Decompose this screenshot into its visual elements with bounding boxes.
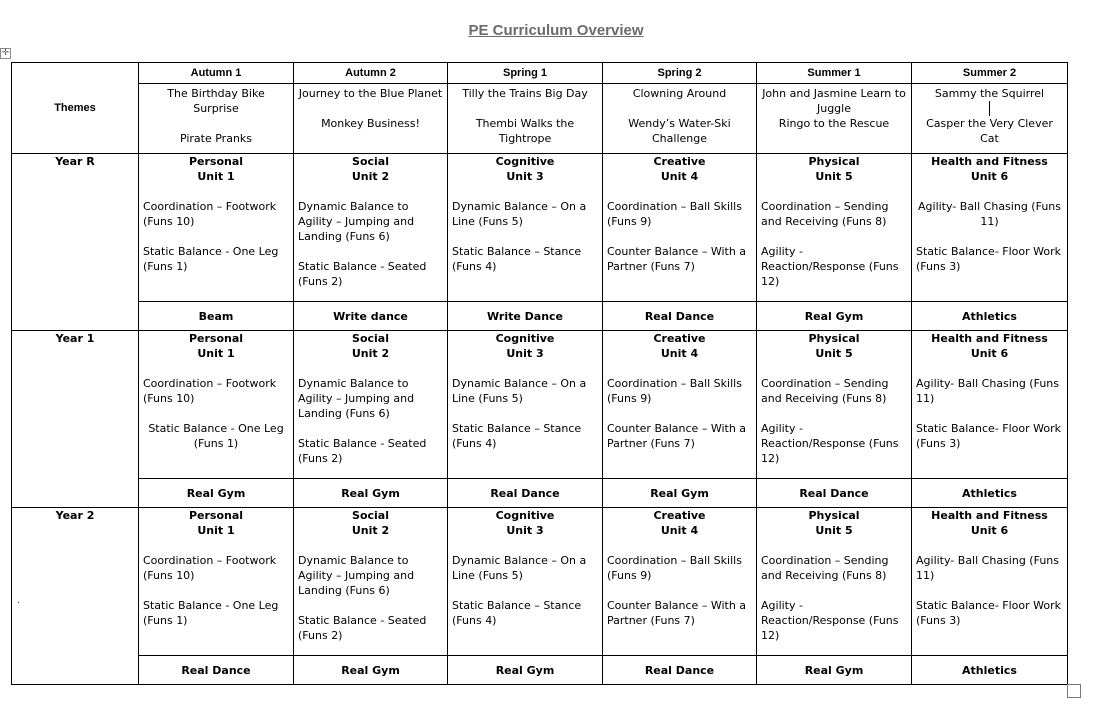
skill-text: Static Balance – Stance (Funs 4): [452, 245, 582, 273]
unit-name: Social: [352, 332, 389, 345]
unit-name: Physical: [808, 155, 860, 168]
unit-name: Personal: [188, 155, 244, 168]
skill-text: Static Balance - One Leg (Funs 1): [148, 422, 284, 450]
unit-number: Unit 4: [660, 347, 699, 360]
skill-text: Static Balance - One Leg (Funs 1): [143, 245, 279, 273]
unit-cell: [294, 508, 448, 656]
skill-text: Dynamic Balance – On a Line (Funs 5): [452, 554, 587, 582]
year-activities-row: [12, 656, 1068, 685]
skill-text: Static Balance - Seated (Funs 2): [298, 260, 427, 288]
skill-text: Agility- Ball Chasing (Funs 11): [918, 200, 1061, 228]
theme-name: Monkey Business!: [321, 117, 420, 130]
themes-label: Themes: [12, 63, 139, 154]
themes-row: [12, 84, 1068, 154]
table-move-handle-icon[interactable]: ✛: [1, 48, 10, 58]
theme-cell: [294, 84, 448, 154]
unit-number: Unit 5: [815, 170, 853, 183]
skill-text: Agility - Reaction/Response (Funs 12): [761, 599, 899, 642]
unit-cell: [139, 331, 294, 479]
activity-cell: Real Gym: [757, 656, 912, 685]
stray-mark: .: [17, 596, 20, 606]
unit-name: Cognitive: [495, 509, 555, 522]
theme-name: Pirate Pranks: [179, 132, 253, 145]
skill-text: Static Balance - One Leg (Funs 1): [143, 599, 279, 627]
unit-number: Unit 1: [197, 347, 235, 360]
term-header: Summer 1: [757, 63, 912, 84]
year-activities-row: [12, 302, 1068, 331]
year-units-row: [12, 154, 1068, 302]
year-units-row: [12, 331, 1068, 479]
activity-cell: Real Dance: [757, 479, 912, 508]
unit-number: Unit 4: [660, 524, 699, 537]
skill-text: Coordination – Ball Skills (Funs 9): [607, 554, 742, 582]
activity-cell: Real Dance: [139, 656, 294, 685]
unit-name: Health and Fitness: [931, 509, 1048, 522]
skill-text: Agility - Reaction/Response (Funs 12): [761, 422, 899, 465]
unit-name: Cognitive: [495, 332, 555, 345]
skill-text: Static Balance - Seated (Funs 2): [298, 437, 427, 465]
unit-name: Health and Fitness: [931, 155, 1048, 168]
term-header-row: [12, 63, 1068, 84]
activity-cell: Real Gym: [448, 656, 603, 685]
activity-cell: Athletics: [912, 302, 1068, 331]
page-title: PE Curriculum Overview: [468, 22, 644, 39]
unit-name: Physical: [808, 332, 860, 345]
unit-name: Creative: [653, 155, 706, 168]
skill-text: Agility - Reaction/Response (Funs 12): [761, 245, 899, 288]
theme-cell: [912, 84, 1068, 154]
activity-cell: Real Dance: [603, 656, 757, 685]
unit-name: Health and Fitness: [931, 332, 1048, 345]
skill-text: Dynamic Balance – On a Line (Funs 5): [452, 200, 587, 228]
unit-cell: [603, 331, 757, 479]
skill-text: Static Balance - Seated (Funs 2): [298, 614, 427, 642]
skill-text: Static Balance- Floor Work (Funs 3): [916, 599, 1062, 627]
unit-number: Unit 5: [815, 347, 853, 360]
skill-text: Coordination – Sending and Receiving (Funs 8): [761, 554, 889, 582]
term-header: Spring 1: [448, 63, 603, 84]
skill-text: Coordination – Sending and Receiving (Funs 8): [761, 200, 889, 228]
activity-cell: Real Gym: [294, 479, 448, 508]
activity-cell: Real Gym: [139, 479, 294, 508]
theme-cell: [603, 84, 757, 154]
skill-text: Static Balance – Stance (Funs 4): [452, 422, 582, 450]
curriculum-table: [11, 62, 1068, 685]
theme-name: Casper the Very Clever Cat: [926, 117, 1053, 145]
activity-cell: Real Gym: [294, 656, 448, 685]
activity-cell: Real Gym: [757, 302, 912, 331]
theme-name: Sammy the Squirrel: [934, 87, 1045, 100]
unit-number: Unit 3: [506, 170, 544, 183]
activity-cell: Write dance: [294, 302, 448, 331]
unit-number: Unit 1: [197, 170, 235, 183]
activity-cell: Beam: [139, 302, 294, 331]
theme-name: Journey to the Blue Planet: [298, 87, 443, 100]
unit-name: Creative: [653, 509, 706, 522]
year-activities-row: [12, 479, 1068, 508]
unit-cell: [757, 508, 912, 656]
unit-cell: [912, 331, 1068, 479]
unit-number: Unit 6: [970, 347, 1009, 360]
theme-name: Thembi Walks the Tightrope: [475, 117, 575, 145]
theme-name: Clowning Around: [632, 87, 727, 100]
unit-number: Unit 6: [970, 524, 1009, 537]
unit-cell: [139, 154, 294, 302]
skill-text: Counter Balance – With a Partner (Funs 7): [607, 422, 747, 450]
unit-name: Personal: [188, 332, 244, 345]
skill-text: Dynamic Balance to Agility – Jumping and Landing (Funs 6): [298, 377, 415, 420]
unit-name: Cognitive: [495, 155, 555, 168]
unit-cell: [294, 154, 448, 302]
term-header: Autumn 1: [139, 63, 294, 84]
skill-text: Coordination – Ball Skills (Funs 9): [607, 377, 742, 405]
activity-cell: Real Gym: [603, 479, 757, 508]
skill-text: Coordination – Footwork (Funs 10): [143, 554, 277, 582]
skill-text: Coordination – Footwork (Funs 10): [143, 377, 277, 405]
unit-number: Unit 3: [506, 524, 544, 537]
unit-number: Unit 3: [506, 347, 544, 360]
theme-cell: [757, 84, 912, 154]
unit-number: Unit 2: [351, 170, 390, 183]
skill-text: Static Balance- Floor Work (Funs 3): [916, 245, 1062, 273]
unit-number: Unit 6: [970, 170, 1009, 183]
unit-number: Unit 1: [197, 524, 235, 537]
activity-cell: Write Dance: [448, 302, 603, 331]
skill-text: Dynamic Balance – On a Line (Funs 5): [452, 377, 587, 405]
unit-cell: [448, 154, 603, 302]
activity-cell: Athletics: [912, 479, 1068, 508]
theme-name: Tilly the Trains Big Day: [462, 87, 588, 100]
unit-number: Unit 2: [351, 347, 390, 360]
year-label: Year R: [12, 154, 139, 331]
year-label: Year 1: [12, 331, 139, 508]
skill-text: Coordination – Footwork (Funs 10): [143, 200, 277, 228]
skill-text: Counter Balance – With a Partner (Funs 7): [607, 245, 747, 273]
year-units-row: [12, 508, 1068, 656]
unit-cell: [603, 508, 757, 656]
theme-name: Wendy’s Water-Ski Challenge: [628, 117, 731, 145]
skill-text: Coordination – Sending and Receiving (Funs 8): [761, 377, 889, 405]
activity-cell: Athletics: [912, 656, 1068, 685]
unit-cell: [603, 154, 757, 302]
year-label: Year 2: [12, 508, 139, 685]
theme-cell: [139, 84, 294, 154]
unit-number: Unit 2: [351, 524, 390, 537]
unit-number: Unit 4: [660, 170, 699, 183]
unit-cell: [139, 508, 294, 656]
table-resize-handle-icon[interactable]: [1067, 684, 1081, 698]
skill-text: Agility- Ball Chasing (Funs 11): [916, 377, 1059, 405]
skill-text: Counter Balance – With a Partner (Funs 7): [607, 599, 747, 627]
activity-cell: Real Dance: [448, 479, 603, 508]
term-header: Autumn 2: [294, 63, 448, 84]
skill-text: Agility- Ball Chasing (Funs 11): [916, 554, 1059, 582]
unit-name: Physical: [808, 509, 860, 522]
unit-name: Creative: [653, 332, 706, 345]
skill-text: Dynamic Balance to Agility – Jumping and Landing (Funs 6): [298, 200, 415, 243]
unit-cell: [757, 331, 912, 479]
theme-name: The Birthday Bike Surprise: [167, 87, 265, 115]
unit-cell: [294, 331, 448, 479]
skill-text: Dynamic Balance to Agility – Jumping and Landing (Funs 6): [298, 554, 415, 597]
skill-text: Static Balance – Stance (Funs 4): [452, 599, 582, 627]
unit-name: Social: [352, 509, 389, 522]
unit-cell: [448, 508, 603, 656]
term-header: Spring 2: [603, 63, 757, 84]
skill-text: Coordination – Ball Skills (Funs 9): [607, 200, 742, 228]
unit-number: Unit 5: [815, 524, 853, 537]
unit-cell: [912, 154, 1068, 302]
unit-name: Personal: [188, 509, 244, 522]
theme-cell: [448, 84, 603, 154]
theme-name: Ringo to the Rescue: [778, 117, 890, 130]
skill-text: Static Balance- Floor Work (Funs 3): [916, 422, 1062, 450]
unit-cell: [757, 154, 912, 302]
activity-cell: Real Dance: [603, 302, 757, 331]
term-header: Summer 2: [912, 63, 1068, 84]
theme-name: John and Jasmine Learn to Juggle: [762, 87, 906, 115]
unit-name: Social: [352, 155, 389, 168]
unit-cell: [912, 508, 1068, 656]
unit-cell: [448, 331, 603, 479]
connector-line: [989, 101, 990, 116]
